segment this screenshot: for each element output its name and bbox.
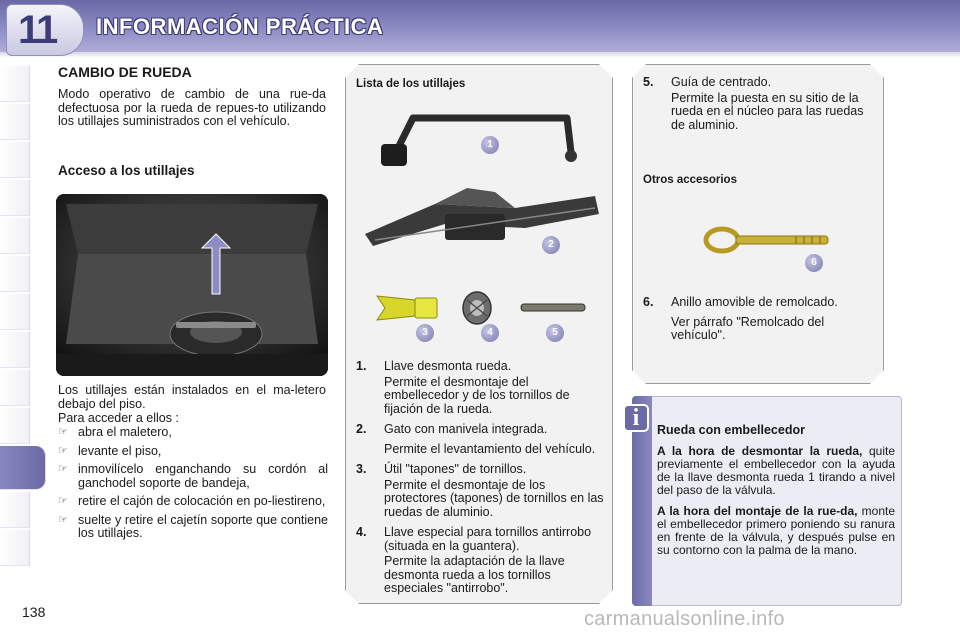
- badge-6: 6: [805, 254, 823, 272]
- item-desc: Ver párrafo "Remolcado del vehículo".: [671, 314, 825, 342]
- item-number: 5.: [643, 75, 654, 89]
- list-item-text: abra el maletero,: [78, 425, 172, 439]
- margin-tab[interactable]: [0, 256, 30, 292]
- section-title: CAMBIO DE RUEDA: [58, 64, 192, 80]
- list-item: [58, 426, 328, 440]
- margin-tab[interactable]: [0, 180, 30, 216]
- item-title: Gato con manivela integrada.: [384, 422, 548, 436]
- list-item: [58, 463, 328, 490]
- list-item: [356, 423, 606, 458]
- badge-3: 3: [416, 324, 434, 342]
- list-item-text: inmovilícelo enganchando su cordón al ganchodel soporte de bandeja,: [78, 462, 328, 490]
- trunk-photo: [56, 194, 328, 376]
- info-p1-lead: A la hora de desmontar la rueda,: [657, 444, 863, 458]
- list-item: [356, 463, 606, 521]
- chapter-number: 11: [18, 8, 57, 52]
- item-5: [643, 76, 875, 134]
- location-text: Los utillajes están instalados en el ma-letero debajo del piso.: [58, 383, 326, 411]
- cap-removal-tool-icon: [377, 296, 437, 320]
- item-title: Anillo amovible de remolcado.: [671, 295, 838, 309]
- item-6: [643, 296, 875, 345]
- item-number: 1.: [356, 359, 367, 373]
- info-icon: i: [623, 404, 649, 432]
- item-desc: Permite el desmontaje del embellecedor y de los tornillos de fijación de la rueda.: [384, 374, 570, 416]
- antitheft-key-icon: [463, 292, 491, 324]
- list-item: [58, 445, 328, 459]
- info-paragraph-1: [657, 445, 895, 497]
- header-band: [0, 52, 960, 58]
- item-number: 4.: [356, 525, 367, 539]
- margin-tab-active[interactable]: [0, 446, 46, 490]
- pointing-hand-icon: ☞: [58, 495, 68, 507]
- tools-list: [356, 360, 606, 598]
- margin-tab[interactable]: [0, 66, 30, 102]
- item-number: 2.: [356, 422, 367, 436]
- item-desc: Permite el levantamiento del vehículo.: [384, 441, 596, 456]
- list-item: [58, 514, 328, 541]
- trunk-illustration: [56, 194, 328, 376]
- info-paragraph-2: [657, 505, 895, 557]
- margin-tab[interactable]: [0, 530, 30, 566]
- info-content: [657, 424, 895, 565]
- info-title: Rueda con embellecedor: [657, 423, 805, 437]
- item-title: Llave especial para tornillos antirrobo (situada en la guantera).: [384, 525, 592, 553]
- item-desc: Permite la puesta en su sitio de la rueda en el núcleo para las ruedas de aluminio.: [671, 90, 864, 132]
- margin-tab[interactable]: [0, 294, 30, 330]
- info-p1-text: quite previamente el embellecedor con la ayuda de la llave desmonta rueda 1 tirando a nivel del paso de la válvula.: [657, 444, 896, 497]
- badge-4: 4: [481, 324, 499, 342]
- info-p2-lead: A la hora del montaje de la rue-da,: [657, 504, 858, 518]
- watermark: carmanualsonline.info: [584, 608, 785, 630]
- item-desc: Permite la adaptación de la llave desmonta rueda a los tornillos especiales "antirrobo".: [384, 554, 565, 595]
- margin-tab[interactable]: [0, 218, 30, 254]
- item-title: Útil "tapones" de tornillos.: [384, 462, 527, 476]
- margin-tab[interactable]: [0, 332, 30, 368]
- margin-tab[interactable]: [0, 492, 30, 528]
- page-number: 138: [22, 604, 46, 620]
- item-desc: Permite el desmontaje de los protectores (tapones) de tornillos en las ruedas de aluminio.: [384, 477, 604, 519]
- margin-tab[interactable]: [0, 104, 30, 140]
- other-accessories-heading: Otros accesorios: [643, 174, 737, 186]
- jack-icon: [365, 188, 599, 246]
- margin-tab[interactable]: [0, 370, 30, 406]
- access-text: Para acceder a ellos :: [58, 411, 179, 425]
- access-steps-list: [58, 426, 328, 546]
- tools-heading: Lista de los utillajes: [356, 78, 466, 90]
- pointing-hand-icon: ☞: [58, 513, 68, 526]
- margin-tabs: [0, 66, 40, 568]
- badge-5: 5: [546, 324, 564, 342]
- item-title: Llave desmonta rueda.: [384, 359, 512, 373]
- list-item: [356, 360, 606, 418]
- tools-illustration: [355, 96, 605, 356]
- item-number: 6.: [643, 295, 654, 309]
- list-item: [58, 495, 328, 509]
- list-item-text: retire el cajón de colocación en po-liestireno,: [78, 494, 326, 508]
- margin-tab[interactable]: [0, 142, 30, 178]
- subsection-title: Acceso a los utillajes: [58, 163, 195, 178]
- item-title: Guía de centrado.: [671, 75, 772, 89]
- list-item-text: levante el piso,: [78, 443, 162, 458]
- page-title: INFORMACIÓN PRÁCTICA: [96, 14, 384, 39]
- intro-text: Modo operativo de cambio de una rue-da defectuosa por la rueda de repues-to utilizando los utillajes suministrados con el vehículo.: [58, 87, 326, 128]
- list-item: [356, 526, 606, 598]
- margin-tab[interactable]: [0, 408, 30, 444]
- centering-guide-icon: [521, 304, 585, 311]
- info-p2-text: monte el embellecedor primero poniendo su ranura en frente de la válvula, y después pulse en su contorno con la palma de la mano.: [657, 504, 895, 557]
- pointing-hand-icon: ☞: [58, 463, 68, 475]
- item-number: 3.: [356, 462, 367, 476]
- pointing-hand-icon: ☞: [58, 444, 68, 457]
- pointing-hand-icon: ☞: [58, 426, 68, 438]
- badge-1: 1: [481, 136, 499, 154]
- list-item-text: suelte y retire el cajetín soporte que contiene los utillajes.: [78, 512, 328, 540]
- badge-2: 2: [542, 236, 560, 254]
- wheel-brace-icon: [381, 118, 577, 166]
